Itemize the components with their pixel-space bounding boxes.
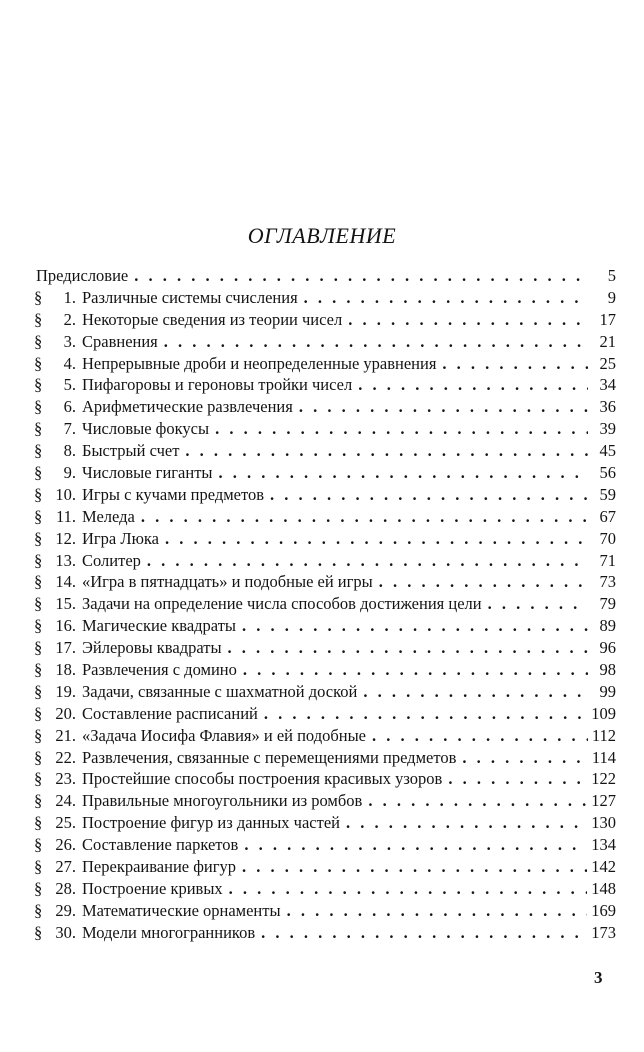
section-marker (34, 900, 80, 922)
toc-entry-label: Эйлеровы квадраты (82, 638, 222, 658)
toc-entry (34, 331, 616, 353)
toc-entry-label: Некоторые сведения из теории чисел (82, 309, 343, 329)
section-symbol: § (34, 550, 43, 570)
toc-entry-label: Игра Люка (82, 528, 159, 548)
section-symbol: § (34, 484, 43, 504)
toc-entry-page: 73 (599, 572, 616, 592)
toc-entry-page: 109 (591, 703, 616, 723)
section-marker (34, 331, 80, 353)
toc-entry-page: 56 (599, 463, 616, 483)
toc-entry-page: 17 (599, 309, 616, 329)
toc-entry-page: 59 (599, 484, 616, 504)
section-number: 15. (55, 594, 76, 614)
section-number: 10. (55, 484, 76, 504)
toc-entry-page: 45 (599, 441, 616, 461)
toc-leader-dots (215, 418, 588, 440)
section-marker (34, 309, 80, 331)
toc-entry-page: 134 (591, 835, 616, 855)
section-symbol: § (34, 441, 43, 461)
section-symbol: § (34, 900, 43, 920)
toc-entry-page: 169 (591, 900, 616, 920)
toc-entry-page: 130 (591, 813, 616, 833)
section-number: 8. (63, 441, 76, 461)
toc-entry-label: Развлечения с домино (82, 660, 237, 680)
toc-leader-dots (147, 550, 588, 572)
toc-leader-dots (346, 812, 587, 834)
toc-entry (34, 396, 616, 418)
toc-leader-dots (348, 309, 588, 331)
section-symbol: § (34, 791, 43, 811)
section-marker (34, 725, 80, 747)
toc-entry-page: 79 (599, 594, 616, 614)
section-marker (34, 812, 80, 834)
toc-leader-dots (270, 484, 588, 506)
section-symbol: § (34, 375, 43, 395)
toc-entry (34, 703, 616, 725)
toc-entry-page: 9 (607, 287, 616, 307)
toc-entry-page: 99 (599, 681, 616, 701)
toc-entry-label: Построение кривых (82, 878, 223, 898)
toc-entry-label: Солитер (82, 550, 141, 570)
toc-leader-dots (164, 331, 588, 353)
section-number: 4. (63, 353, 76, 373)
section-symbol: § (34, 331, 43, 351)
toc-leader-dots (448, 768, 587, 790)
toc-leader-dots (372, 725, 588, 747)
toc-leader-dots (488, 593, 588, 615)
toc-leader-dots (243, 659, 588, 681)
section-marker (34, 768, 80, 790)
section-number: 2. (63, 309, 76, 329)
section-marker (34, 747, 80, 769)
section-number: 22. (55, 747, 76, 767)
toc-entry-label: Перекраивание фигур (82, 857, 237, 877)
toc-leader-dots (368, 790, 587, 812)
toc-entry-page: 5 (607, 266, 616, 285)
toc-entry-label: Математические орнаменты (82, 900, 281, 920)
section-number: 17. (55, 638, 76, 658)
toc-entry-page: 122 (591, 769, 616, 789)
toc-entry-page: 112 (591, 725, 616, 745)
section-symbol: § (34, 309, 43, 329)
section-number: 20. (55, 703, 76, 723)
section-marker (34, 418, 80, 440)
section-marker (34, 462, 80, 484)
toc-entry-label: Различные системы счисления (82, 287, 298, 307)
section-symbol: § (34, 419, 43, 439)
toc-entry (34, 878, 616, 900)
toc-entry (34, 440, 616, 462)
section-number: 14. (55, 572, 76, 592)
toc-entry (34, 659, 616, 681)
section-number: 30. (55, 922, 76, 942)
section-number: 13. (55, 550, 76, 570)
section-number: 26. (55, 835, 76, 855)
toc-leader-dots (165, 528, 588, 550)
toc-leader-dots (242, 856, 587, 878)
section-symbol: § (34, 506, 43, 526)
toc-entry (34, 374, 616, 396)
toc-entry-page: 148 (591, 878, 616, 898)
toc-entry-page: 89 (599, 616, 616, 636)
toc-entry (34, 353, 616, 375)
toc-entry-label: Непрерывные дроби и неопределенные уравнения (82, 353, 437, 373)
toc-entry (34, 528, 616, 550)
section-symbol: § (34, 922, 43, 942)
section-number: 12. (55, 528, 76, 548)
section-number: 28. (55, 878, 76, 898)
toc-entry (34, 856, 616, 878)
section-marker (34, 659, 80, 681)
toc-leader-dots (229, 878, 588, 900)
toc-entry-label: Правильные многоугольники из ромбов (82, 791, 363, 811)
section-symbol: § (34, 594, 43, 614)
section-number: 19. (55, 681, 76, 701)
toc-entry-page: 142 (591, 857, 616, 877)
toc-leader-dots (141, 506, 588, 528)
section-marker (34, 856, 80, 878)
toc-entry (34, 790, 616, 812)
section-marker (34, 353, 80, 375)
toc-entry-label: Составление паркетов (82, 835, 239, 855)
section-symbol: § (34, 572, 43, 592)
section-marker (34, 287, 80, 309)
section-number: 9. (63, 463, 76, 483)
section-marker (34, 550, 80, 572)
page-number: 3 (594, 968, 603, 987)
section-symbol: § (34, 835, 43, 855)
toc-entry-label: «Игра в пятнадцать» и подобные ей игры (82, 572, 373, 592)
toc-entry (34, 681, 616, 703)
section-marker (34, 834, 80, 856)
toc-leader-dots (304, 287, 588, 309)
section-symbol: § (34, 616, 43, 636)
toc-entry (34, 309, 616, 331)
section-number: 6. (63, 397, 76, 417)
section-marker (34, 593, 80, 615)
section-marker (34, 637, 80, 659)
toc-entry-label: Быстрый счет (82, 441, 180, 461)
section-symbol: § (34, 747, 43, 767)
toc-leader-dots (134, 265, 588, 287)
toc-leader-dots (185, 440, 588, 462)
section-symbol: § (34, 660, 43, 680)
toc-entry (34, 506, 616, 528)
section-symbol: § (34, 857, 43, 877)
section-number: 25. (55, 813, 76, 833)
section-symbol: § (34, 725, 43, 745)
section-number: 1. (63, 287, 76, 307)
section-symbol: § (34, 463, 43, 483)
toc-entry (34, 550, 616, 572)
section-marker (34, 878, 80, 900)
toc-entry-page: 39 (599, 419, 616, 439)
toc-entry (34, 287, 616, 309)
section-number: 16. (55, 616, 76, 636)
section-symbol: § (34, 703, 43, 723)
section-marker (34, 615, 80, 637)
section-number: 21. (55, 725, 76, 745)
toc-entry-page: 71 (599, 550, 616, 570)
table-of-contents (34, 265, 616, 944)
toc-entry-label: Простейшие способы построения красивых узоров (82, 769, 443, 789)
toc-entry-label: Задачи на определение числа способов достижения цели (82, 594, 482, 614)
toc-leader-dots (363, 681, 588, 703)
toc-entry-page: 25 (599, 353, 616, 373)
section-symbol: § (34, 528, 43, 548)
toc-entry-page: 127 (591, 791, 616, 811)
toc-entry (34, 615, 616, 637)
section-number: 7. (63, 419, 76, 439)
toc-leader-dots (244, 834, 587, 856)
toc-entry (34, 462, 616, 484)
section-marker (34, 703, 80, 725)
toc-entry-page: 98 (599, 660, 616, 680)
toc-leader-dots (379, 571, 588, 593)
toc-entry-label: Магические квадраты (82, 616, 236, 636)
toc-entry (34, 725, 616, 747)
toc-entry-label: Арифметические развлечения (82, 397, 293, 417)
section-marker (34, 374, 80, 396)
toc-entry (34, 484, 616, 506)
toc-entry-label: Пифагоровы и героновы тройки чисел (82, 375, 353, 395)
toc-leader-dots (219, 462, 588, 484)
toc-entry (34, 418, 616, 440)
section-symbol: § (34, 287, 43, 307)
section-symbol: § (34, 813, 43, 833)
section-number: 27. (55, 857, 76, 877)
toc-entry-page: 34 (599, 375, 616, 395)
toc-entry-page: 36 (599, 397, 616, 417)
toc-entry-label: Развлечения, связанные с перемещениями предметов (82, 747, 457, 767)
toc-entry-label: «Задача Иосифа Флавия» и ей подобные (82, 725, 366, 745)
toc-entry-page: 96 (599, 638, 616, 658)
toc-entry (34, 768, 616, 790)
toc-leader-dots (242, 615, 588, 637)
toc-entry-label: Предисловие (36, 266, 129, 285)
section-number: 3. (63, 331, 76, 351)
toc-entry-label: Модели многогранников (82, 922, 256, 942)
toc-leader-dots (264, 703, 587, 725)
toc-entry-label: Числовые гиганты (82, 463, 213, 483)
toc-entry (34, 834, 616, 856)
toc-entry-label: Составление расписаний (82, 703, 258, 723)
toc-entry (34, 812, 616, 834)
section-marker (34, 571, 80, 593)
section-symbol: § (34, 681, 43, 701)
section-marker (34, 528, 80, 550)
toc-entry-label: Построение фигур из данных частей (82, 813, 340, 833)
toc-entry (34, 747, 616, 769)
section-number: 11. (55, 506, 76, 526)
section-marker (34, 506, 80, 528)
toc-leader-dots (462, 747, 587, 769)
toc-entry-label: Задачи, связанные с шахматной доской (82, 681, 358, 701)
toc-leader-dots (299, 396, 588, 418)
section-marker (34, 681, 80, 703)
section-number: 18. (55, 660, 76, 680)
toc-leader-dots (261, 922, 587, 944)
toc-entry-preface (34, 265, 616, 287)
toc-entry-label: Числовые фокусы (82, 419, 210, 439)
toc-leader-dots (228, 637, 588, 659)
page-title: ОГЛАВЛЕНИЕ (247, 223, 397, 248)
toc-entry (34, 900, 616, 922)
toc-leader-dots (442, 353, 588, 375)
section-number: 24. (55, 791, 76, 811)
toc-entry-page: 173 (591, 922, 616, 942)
toc-entry-label: Игры с кучами предметов (82, 484, 265, 504)
toc-entry (34, 922, 616, 944)
toc-entry-page: 114 (591, 747, 616, 767)
toc-entry (34, 571, 616, 593)
toc-leader-dots (358, 374, 588, 396)
toc-entry (34, 637, 616, 659)
section-number: 29. (55, 900, 76, 920)
section-marker (34, 790, 80, 812)
section-symbol: § (34, 353, 43, 373)
section-marker (34, 440, 80, 462)
toc-entry (34, 593, 616, 615)
toc-entry-label: Меледа (82, 506, 135, 526)
section-number: 5. (63, 375, 76, 395)
section-symbol: § (34, 769, 43, 789)
section-marker (34, 484, 80, 506)
section-symbol: § (34, 638, 43, 658)
toc-entry-page: 70 (599, 528, 616, 548)
toc-entry-page: 67 (599, 506, 616, 526)
toc-entry-page: 21 (599, 331, 616, 351)
section-symbol: § (34, 878, 43, 898)
section-symbol: § (34, 397, 43, 417)
section-marker (34, 922, 80, 944)
section-number: 23. (55, 769, 76, 789)
toc-leader-dots (287, 900, 588, 922)
section-marker (34, 396, 80, 418)
toc-entry-label: Сравнения (82, 331, 158, 351)
